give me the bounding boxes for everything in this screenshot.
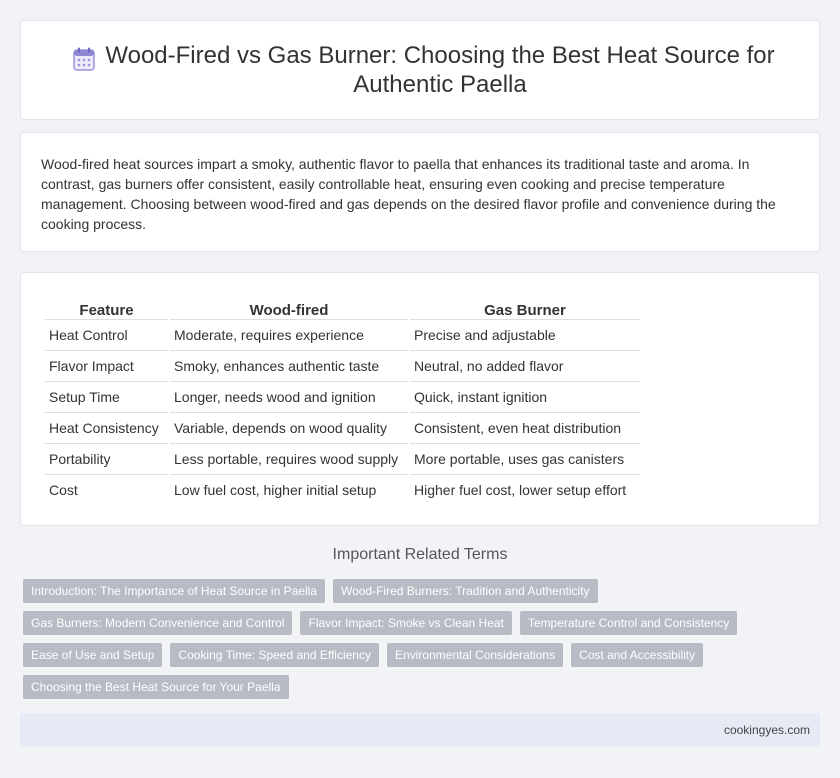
table-row	[45, 443, 640, 474]
table-cell: Higher fuel cost, lower setup effort	[410, 474, 640, 505]
related-terms-list	[23, 579, 803, 699]
table-cell: Heat Consistency	[45, 412, 168, 443]
related-term-tag[interactable]: Cooking Time: Speed and Efficiency	[170, 643, 379, 667]
table-cell: Consistent, even heat distribution	[410, 412, 640, 443]
related-term-tag[interactable]: Ease of Use and Setup	[23, 643, 162, 667]
table-row	[45, 350, 640, 381]
related-term-tag[interactable]: Cost and Accessibility	[571, 643, 703, 667]
related-term-tag[interactable]: Temperature Control and Consistency	[520, 611, 737, 635]
header-card	[20, 20, 820, 120]
table-cell: Moderate, requires experience	[170, 319, 408, 350]
table-cell: Neutral, no added flavor	[410, 350, 640, 381]
table-cell: Less portable, requires wood supply	[170, 443, 408, 474]
related-term-tag[interactable]: Introduction: The Importance of Heat Source in Paella	[23, 579, 325, 603]
table-row	[45, 412, 640, 443]
table-cell: Smoky, enhances authentic taste	[170, 350, 408, 381]
column-header-feature: Feature	[79, 302, 134, 319]
related-term-tag[interactable]: Wood-Fired Burners: Tradition and Authenticity	[333, 579, 598, 603]
table-cell: Cost	[45, 474, 168, 505]
related-term-tag[interactable]: Environmental Considerations	[387, 643, 563, 667]
related-terms-heading: Important Related Terms	[332, 546, 508, 563]
comparison-table	[43, 295, 642, 505]
table-cell: Precise and adjustable	[410, 319, 640, 350]
page-title: Wood-Fired vs Gas Burner: Choosing the Best Heat Source for Authentic Paella	[105, 42, 775, 98]
intro-card	[20, 132, 820, 252]
intro-paragraph: Wood-fired heat sources impart a smoky, authentic flavor to paella that enhances its traditional taste and aroma. In contrast, gas burners offer consistent, easily controllable heat, ensuring even cooking and precise temperature management. Choosing between wood-fired and gas depends on the desired flavor profile and convenience during the cooking process.	[41, 156, 776, 232]
table-cell: Longer, needs wood and ignition	[170, 381, 408, 412]
table-cell: Setup Time	[45, 381, 168, 412]
related-term-tag[interactable]: Gas Burners: Modern Convenience and Control	[23, 611, 292, 635]
footer	[20, 713, 820, 747]
table-cell: Low fuel cost, higher initial setup	[170, 474, 408, 505]
table-row	[45, 474, 640, 505]
comparison-card	[20, 272, 820, 526]
column-header-gas-burner: Gas Burner	[484, 302, 566, 319]
table-header-row	[45, 295, 640, 319]
table-cell: Heat Control	[45, 319, 168, 350]
table-cell: Quick, instant ignition	[410, 381, 640, 412]
table-cell: Variable, depends on wood quality	[170, 412, 408, 443]
table-row	[45, 381, 640, 412]
table-cell: Portability	[45, 443, 168, 474]
table-row	[45, 319, 640, 350]
table-cell: Flavor Impact	[45, 350, 168, 381]
site-name[interactable]: cookingyes.com	[723, 723, 810, 737]
related-term-tag[interactable]: Flavor Impact: Smoke vs Clean Heat	[300, 611, 511, 635]
related-term-tag[interactable]: Choosing the Best Heat Source for Your Paella	[23, 675, 289, 699]
column-header-wood-fired: Wood-fired	[249, 302, 329, 319]
table-cell: More portable, uses gas canisters	[410, 443, 640, 474]
